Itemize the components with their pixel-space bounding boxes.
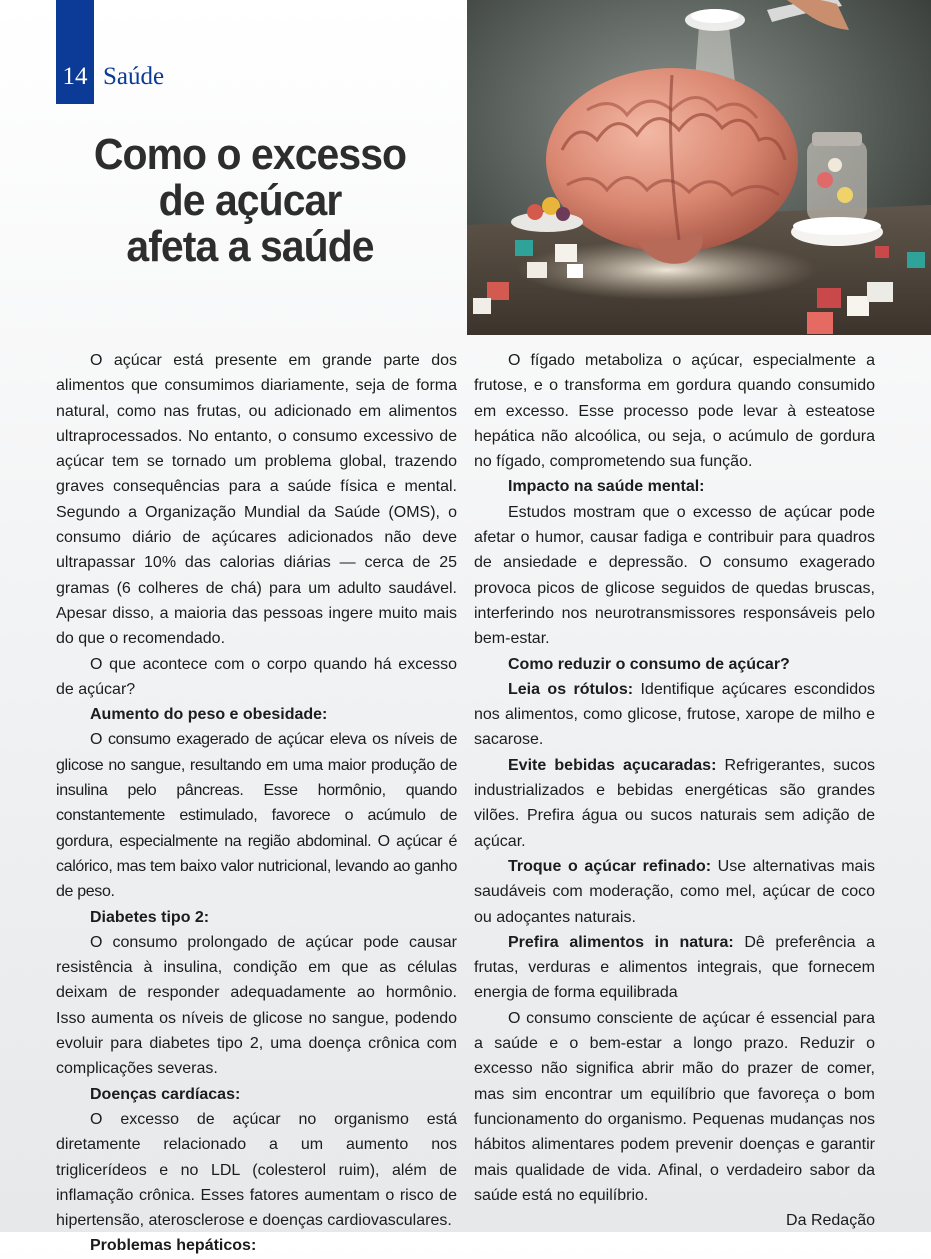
body-paragraph: Estudos mostram que o excesso de açúcar pode afetar o humor, causar fadiga e contribuir para quadros de ansiedade e depressão. O consumo exagerado provoca picos de glicose seguidos de quedas bruscas, interferindo nos neurotransmissores responsáveis pelo bem-estar. (474, 503, 875, 648)
title-line: Como o excesso (93, 130, 407, 179)
body-paragraph: O que acontece com o corpo quando há excesso de açúcar? (56, 655, 457, 698)
hero-illustration-brain-sugar (467, 0, 931, 335)
subheading: Problemas hepáticos: (90, 1237, 257, 1255)
tip-paragraph (474, 854, 875, 930)
tip-paragraph (474, 930, 875, 1006)
tip-paragraph (474, 753, 875, 854)
body-paragraph: O consumo consciente de açúcar é essencial para a saúde e o bem-estar a longo prazo. Reduzir o excesso não significa abrir mão do prazer de comer, mas sim encontrar um equilíbrio que favoreça o bom funcionamento do organismo. Pequenas mudanças nos hábitos alimentares podem prevenir doenças e garantir mais qualidade de vida. Afinal, o verdadeiro sabor da saúde está no equilíbrio. (474, 1009, 875, 1204)
tip-lead: Troque o açúcar refinado: (508, 857, 712, 875)
article-column-right (474, 348, 875, 1233)
tip-lead: Evite bebidas açucaradas: (508, 756, 717, 774)
title-line: afeta a saúde (126, 222, 374, 271)
body-paragraph: O consumo exagerado de açúcar eleva os níveis de glicose no sangue, resultando em uma maior produção de insulina pelo pâncreas. Esse hormônio, quando constantemente estimulado, favorece o acúmulo de gordura, especialmente na região abdominal. O açúcar é calórico, mas tem baixo valor nutricional, levando ao ganho de peso. (56, 731, 457, 901)
tip-text: Identifique açúcares escondidos nos alimentos, como glicose, frutose, xarope de milho e sacarose. (474, 680, 875, 749)
section-name: Saúde (103, 63, 165, 90)
tip-text: Refrigerantes, sucos industrializados e bebidas energéticas são grandes vilões. Prefira água ou sucos naturais sem adição de açúcar. (474, 756, 875, 850)
body-paragraph: O consumo prolongado de açúcar pode causar resistência à insulina, condição em que as células deixam de responder adequadamente ao hormônio. Isso aumenta os níveis de glicose no sangue, podendo evoluir para diabetes tipo 2, uma doença crônica com complicações severas. (56, 933, 457, 1078)
subheading: Diabetes tipo 2: (90, 908, 210, 926)
body-paragraph: O fígado metaboliza o açúcar, especialmente a frutose, e o transforma em gordura quando consumido em excesso. Esse processo pode levar à esteatose hepática não alcoólica, ou seja, o acúmulo de gordura no fígado, comprometendo sua função. (474, 352, 875, 471)
article-title (73, 132, 426, 270)
article-column-left (56, 348, 457, 1259)
title-line: de açúcar (158, 176, 342, 225)
author-signature: Da Redação (786, 1212, 875, 1230)
subheading: Impacto na saúde mental: (508, 478, 705, 496)
subheading: Doenças cardíacas: (90, 1085, 241, 1103)
tip-lead: Leia os rótulos: (508, 680, 634, 698)
tip-text: Dê preferência a frutas, verduras e alimentos integrais, que fornecem energia de forma equilibrada (474, 933, 876, 1002)
body-paragraph: O excesso de açúcar no organismo está diretamente relacionado a um aumento nos triglicerídeos e no LDL (colesterol ruim), além de inflamação crônica. Esses fatores aumentam o risco de hipertensão, aterosclerose e doenças cardiovasculares. (56, 1110, 457, 1230)
tip-text: Use alternativas mais saudáveis com moderação, como mel, açúcar de coco ou adoçantes naturais. (474, 857, 875, 926)
tip-lead: Prefira alimentos in natura: (508, 933, 734, 951)
tip-paragraph (474, 677, 875, 753)
page-number: 14 (62, 63, 88, 90)
subheading: Como reduzir o consumo de açúcar? (508, 655, 790, 673)
subheading: Aumento do peso e obesidade: (90, 706, 328, 724)
body-paragraph: O açúcar está presente em grande parte dos alimentos que consumimos diariamente, seja de forma natural, como nas frutas, ou adicionado em alimentos ultraprocessados. No entanto, o consumo excessivo de açúcar tem se tornado um problema global, trazendo graves consequências para a saúde física e mental. Segundo a Organização Mundial da Saúde (OMS), o consumo diário de açúcares adicionados não deve ultrapassar 10% das calorias diárias — cerca de 25 gramas (6 colheres de chá) para um adulto saudável. Apesar disso, a maioria das pessoas ingere muito mais do que o recomendado. (56, 352, 457, 648)
